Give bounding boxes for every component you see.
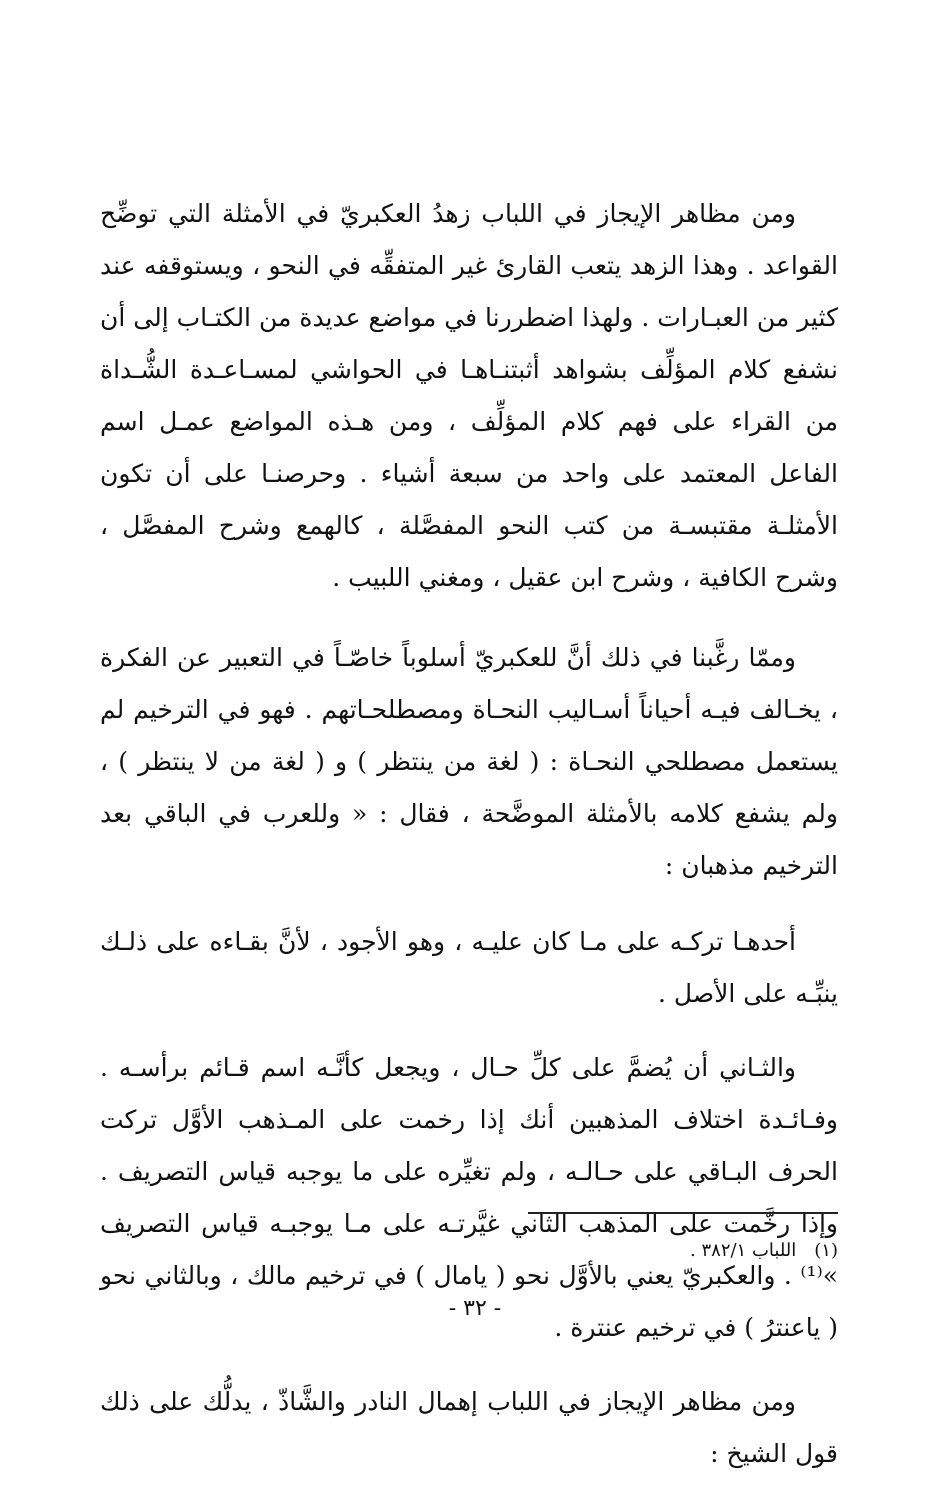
paragraph-5: ومن مظاهر الإيجاز في اللباب إهمال النادر والشَّاذّ ، يدلُّك على ذلك قول الشيخ : <box>100 1387 838 1468</box>
page-number: - ٣٢ - <box>448 1296 502 1321</box>
paragraph-2: وممّا رغَّبنا في ذلك أنَّ للعكبريّ أسلوباً خاصّـاً في التعبير عن الفكرة ، يخـالف فيـه أحياناً أسـاليب النحـاة ومصطلحـاتهم . فهو في الترخيم لم يستعمل مصطلحي النحـاة : ( لغة من ينتظر ) و ( لغة من لا ينتظر ) ، ولم يشفع كلامه بالأمثلة الموضَّحة ، فقال : « وللعرب في الباقي بعد الترخيم مذهبان : <box>100 643 838 880</box>
footnote-marker: (١) <box>814 1240 838 1261</box>
paragraph-1: ومن مظاهر الإيجاز في اللباب زهدُ العكبريّ في الأمثلة التي توضِّح القواعد . وهذا الزهد يتعب القارئ غير المتفقِّه في النحو ، ويستوقفه عند كثير من العبـارات . ولهذا اضطررنا في مواضع عديدة من الكتـاب إلى أن نشفع كلام المؤلِّف بشواهد أثبتنـاهـا في الحواشي لمسـاعـدة الشُّـداة من القراء على فهم كلام المؤلِّف ، ومن هـذه المواضع عمـل اسم الفاعل المعتمد على واحد من سبعة أشياء . وحرصنـا على أن تكون الأمثلـة مقتبسـة من كتب النحو المفصَّلة ، كالهمع وشرح المفصَّل ، وشرح الكافية ، وشرح ابن عقيل ، ومغني اللبيب . <box>100 199 838 592</box>
footnote-divider <box>528 1212 838 1214</box>
footnote <box>690 1238 838 1264</box>
paragraph-3: أحدهـا تركـه على مـا كان عليـه ، وهو الأجود ، لأنَّ بقـاءه على ذلـك ينبِّـه على الأصل . <box>100 927 838 1008</box>
paragraph-4: والثـاني أن يُضمَّ على كلِّ حـال ، ويجعل كأنَّـه اسم قـائم برأسـه . وفـائـدة اختلاف المذهبين أنك إذا رخمت على المـذهب الأوَّل تركت الحرف البـاقي على حـالـه ، ولم تغيِّره على ما يوجبه قياس التصريف . وإذا رخَّمت على المذهب الثاني غيَّرتـه على مـا يوجبـه قياس التصريف »⁽¹⁾ . والعكبريّ يعني بالأوَّل نحو ( يامال ) في ترخيم مالك ، وبالثاني نحو ( ياعنترُ ) في ترخيم عنترة . <box>100 1053 838 1342</box>
footnote-text: اللباب ٣٨٢/١ . <box>690 1240 797 1261</box>
main-text <box>100 188 838 1480</box>
